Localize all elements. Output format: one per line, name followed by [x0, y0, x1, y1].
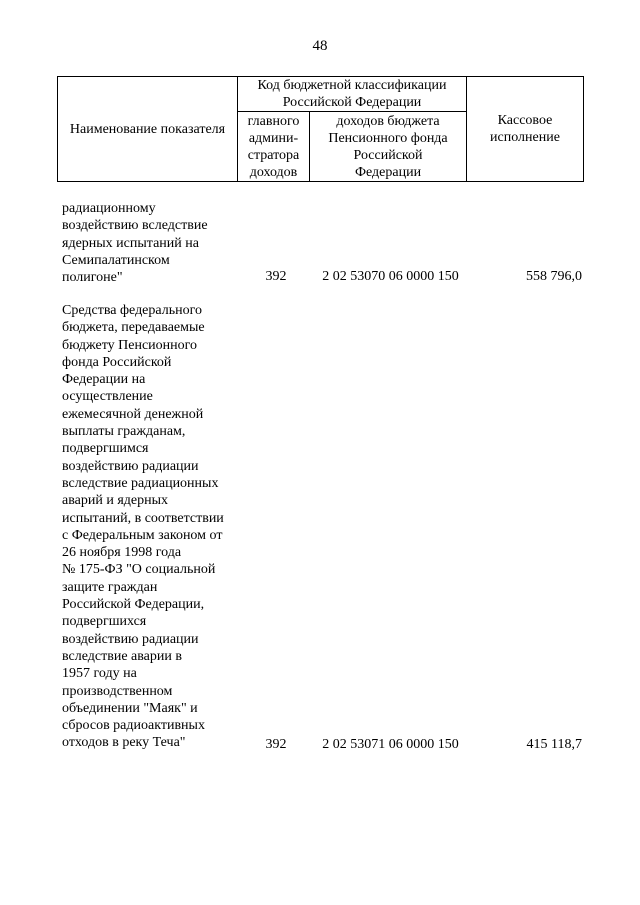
- table-header: [57, 76, 584, 182]
- row-admin-code: 392: [265, 737, 287, 752]
- row-revenue-code: 2 02 53070 06 0000 150: [322, 269, 459, 284]
- row-amount: 415 118,7: [526, 737, 582, 752]
- header-execution: Кассовое исполнение: [467, 77, 584, 182]
- header-indicator: Наименование показателя: [58, 77, 238, 182]
- row-revenue-code: 2 02 53071 06 0000 150: [322, 737, 459, 752]
- header-admin-col: главного админи- стратора доходов: [238, 112, 310, 182]
- row-admin-code: 392: [265, 269, 287, 284]
- row-amount: 558 796,0: [526, 269, 582, 284]
- row-description: радиационному воздействию вследствие ядерных испытаний на Семипалатинском полигоне": [62, 201, 208, 286]
- row-description: Средства федерального бюджета, передаваемые бюджету Пенсионного фонда Российской Федерации на осуществление ежемесячной денежной выплаты гражданам, подвергшимся воздействию радиации вследствие радиационных аварий и ядерных испытаний, в соответствии с Федеральным законом от 26 ноября 1998 года № 175-ФЗ "О социальной защите граждан Российской Федерации, подвергшихся воздействию радиации вследствие аварии в 1957 году на производственном объединении "Маяк" и сбросов радиоактивных отходов в реку Теча": [62, 303, 224, 751]
- header-revenue-col: доходов бюджета Пенсионного фонда Российской Федерации: [310, 112, 467, 182]
- header-classification-group: Код бюджетной классификации Российской Федерации: [238, 77, 467, 112]
- page-number: 48: [312, 38, 328, 54]
